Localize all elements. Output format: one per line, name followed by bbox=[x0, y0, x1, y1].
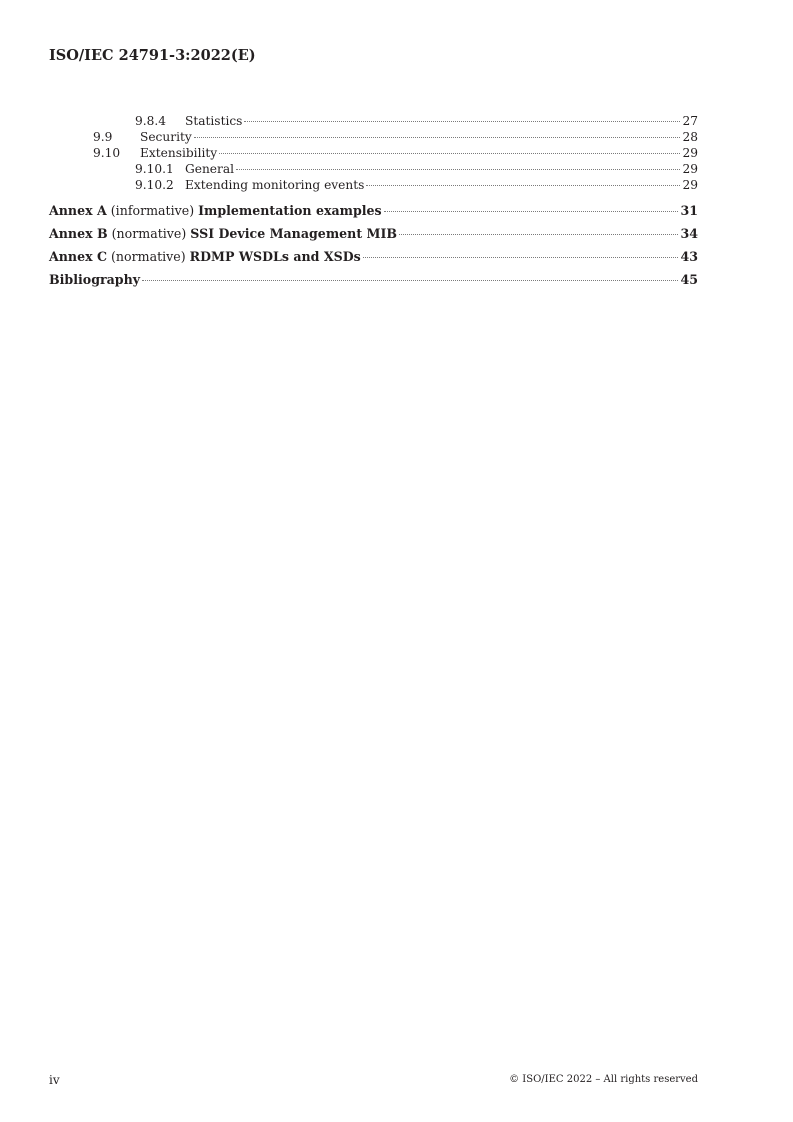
annex-kind: (normative) bbox=[107, 226, 191, 241]
annex-label: Annex C bbox=[49, 249, 108, 264]
toc-entry[interactable] bbox=[49, 177, 698, 193]
leader-dots bbox=[384, 211, 679, 212]
page-number: 29 bbox=[682, 162, 698, 176]
toc-entry[interactable] bbox=[49, 129, 698, 145]
section-title: General bbox=[185, 162, 234, 176]
section-number: 9.10.1 bbox=[135, 162, 174, 176]
leader-dots bbox=[219, 153, 680, 154]
section-number: 9.9 bbox=[93, 130, 113, 144]
page-number: 31 bbox=[680, 203, 698, 218]
annex-label: Annex B bbox=[49, 226, 108, 241]
annex-title: Implementation examples bbox=[198, 203, 382, 218]
annex-label: Annex A bbox=[49, 203, 107, 218]
page-number: 29 bbox=[682, 146, 698, 160]
annex-title: RDMP WSDLs and XSDs bbox=[189, 249, 361, 264]
toc-entry[interactable] bbox=[49, 161, 698, 177]
leader-dots bbox=[366, 185, 680, 186]
annex-title: SSI Device Management MIB bbox=[190, 226, 397, 241]
leader-dots bbox=[244, 121, 680, 122]
leader-dots bbox=[236, 169, 680, 170]
section-title: Security bbox=[140, 130, 192, 144]
section-title: Extensibility bbox=[140, 146, 218, 160]
section-number: 9.8.4 bbox=[135, 114, 167, 128]
toc-annex-entry[interactable] bbox=[49, 226, 698, 242]
toc-entry[interactable] bbox=[49, 113, 698, 129]
document-header: ISO/IEC 24791-3:2022(E) bbox=[49, 47, 256, 64]
toc-bibliography-entry[interactable] bbox=[49, 272, 698, 288]
section-title: Extending monitoring events bbox=[185, 178, 365, 192]
page-label: iv bbox=[49, 1073, 60, 1087]
toc-annex-entry[interactable] bbox=[49, 203, 698, 219]
leader-dots bbox=[142, 280, 678, 281]
leader-dots bbox=[194, 137, 681, 138]
page-number: 29 bbox=[682, 178, 698, 192]
toc-annex-entry[interactable] bbox=[49, 249, 698, 265]
bibliography-title: Bibliography bbox=[49, 272, 141, 287]
annex-kind: (normative) bbox=[107, 249, 190, 264]
table-of-contents bbox=[49, 113, 698, 288]
leader-dots bbox=[363, 257, 679, 258]
page-number: 45 bbox=[680, 272, 698, 287]
page-number: 43 bbox=[680, 249, 698, 264]
copyright-notice: © ISO/IEC 2022 – All rights reserved bbox=[509, 1074, 698, 1085]
section-title: Statistics bbox=[185, 114, 243, 128]
annex-kind: (informative) bbox=[106, 203, 199, 218]
page-number: 28 bbox=[682, 130, 698, 144]
leader-dots bbox=[399, 234, 678, 235]
section-number: 9.10 bbox=[93, 146, 121, 160]
page-number: 34 bbox=[680, 226, 698, 241]
toc-entry[interactable] bbox=[49, 145, 698, 161]
page-number: 27 bbox=[682, 114, 698, 128]
section-number: 9.10.2 bbox=[135, 178, 174, 192]
